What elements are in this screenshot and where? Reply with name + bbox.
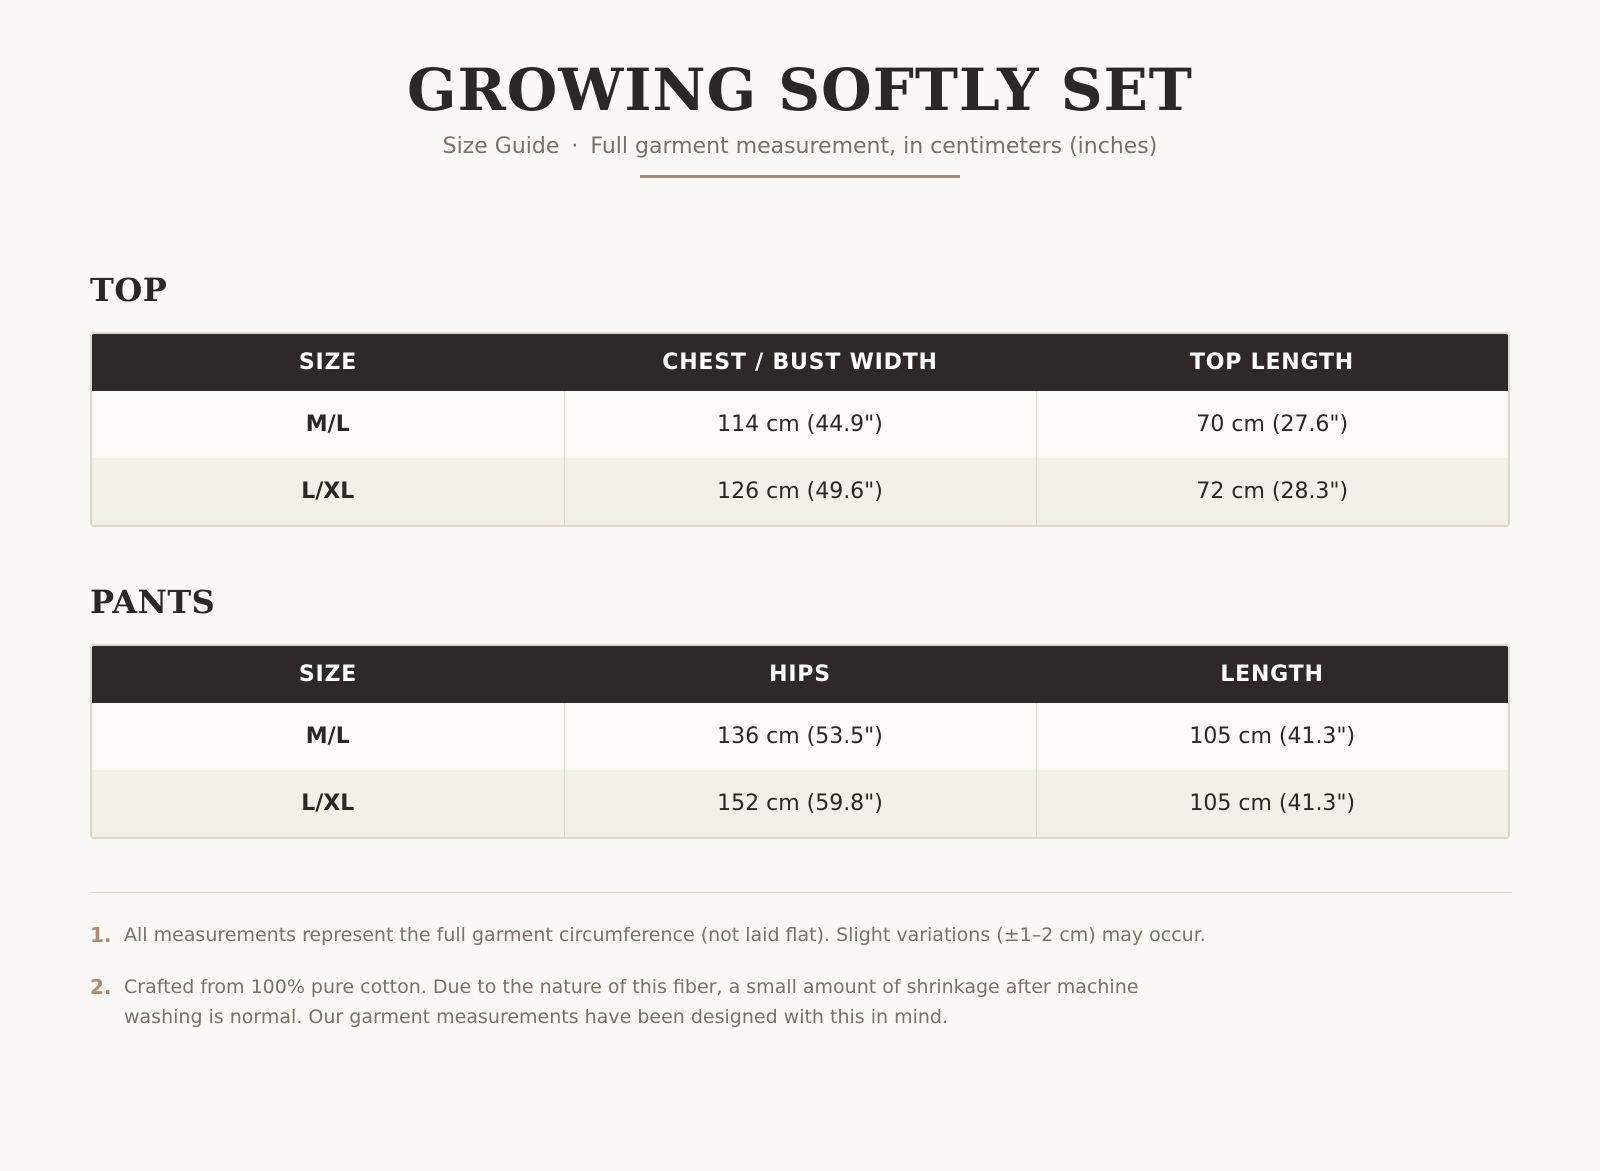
section-title-top: TOP: [90, 271, 168, 309]
page-subtitle: [0, 130, 1600, 164]
table-row: [92, 703, 1508, 770]
length-cell: 70 cm (27.6"): [1036, 391, 1508, 458]
size-cell: L/XL: [92, 458, 564, 525]
length-cell: 105 cm (41.3"): [1036, 703, 1508, 770]
subtitle-separator: ·: [571, 134, 579, 159]
note-number: 1.: [90, 923, 112, 947]
notes-divider: [90, 892, 1512, 893]
title-underline: [640, 175, 960, 178]
subtitle-description: Full garment measurement, in centimeters (inches): [590, 134, 1158, 159]
note-text: Crafted from 100% pure cotton. Due to the nature of this fiber, a small amount of shrinkage after machine washing is normal. Our garment measurements have been designed with this in mind.: [124, 976, 1139, 1028]
top-size-table: [90, 332, 1510, 527]
length-cell: 105 cm (41.3"): [1036, 770, 1508, 837]
column-header-length: LENGTH: [1036, 646, 1508, 703]
note-number: 2.: [90, 975, 112, 999]
hips-cell: 152 cm (59.8"): [564, 770, 1036, 837]
column-header-chest: CHEST / BUST WIDTH: [564, 334, 1036, 391]
page-title: GROWING SOFTLY SET: [407, 56, 1193, 124]
chest-cell: 126 cm (49.6"): [564, 458, 1036, 525]
note-text: All measurements represent the full garment circumference (not laid flat). Slight variations (±1–2 cm) may occur.: [124, 924, 1206, 946]
subtitle-label: Size Guide: [442, 134, 560, 159]
column-header-top-length: TOP LENGTH: [1036, 334, 1508, 391]
table-header-row: [92, 646, 1508, 703]
column-header-size: SIZE: [92, 646, 564, 703]
size-cell: M/L: [92, 391, 564, 458]
table-header-row: [92, 334, 1508, 391]
column-header-size: SIZE: [92, 334, 564, 391]
hips-cell: 136 cm (53.5"): [564, 703, 1036, 770]
chest-cell: 114 cm (44.9"): [564, 391, 1036, 458]
length-cell: 72 cm (28.3"): [1036, 458, 1508, 525]
table-row: [92, 770, 1508, 837]
notes-list: [90, 920, 1210, 1054]
column-header-hips: HIPS: [564, 646, 1036, 703]
table-row: [92, 391, 1508, 458]
table-row: [92, 458, 1508, 525]
size-cell: L/XL: [92, 770, 564, 837]
page-header: [0, 52, 1600, 178]
list-item: [90, 972, 1210, 1032]
list-item: [90, 920, 1210, 950]
size-cell: M/L: [92, 703, 564, 770]
pants-size-table: [90, 644, 1510, 839]
section-title-pants: PANTS: [90, 583, 216, 621]
